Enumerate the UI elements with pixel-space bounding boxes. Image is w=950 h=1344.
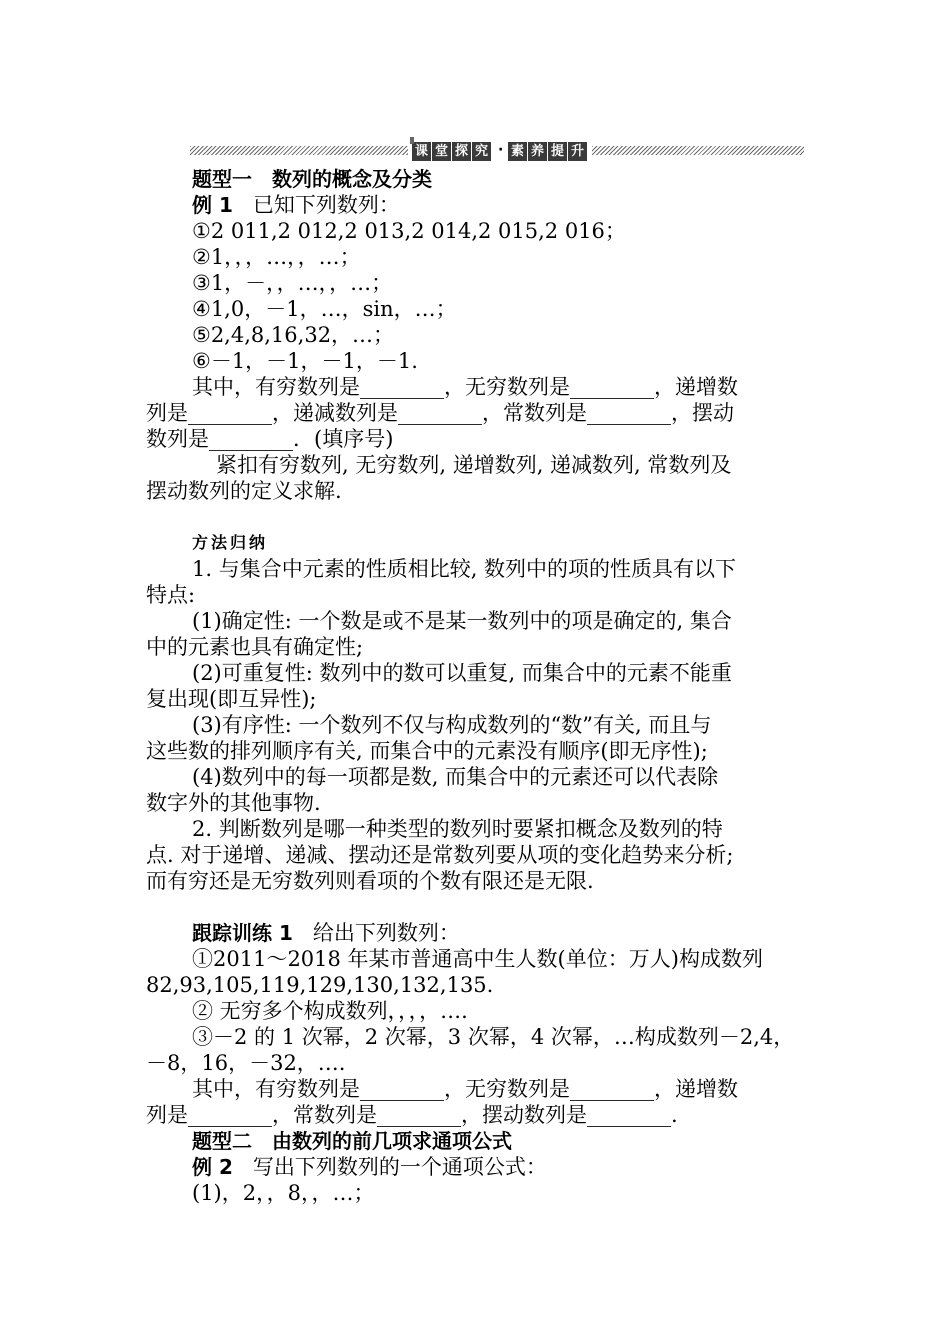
example1-label: 例 1 xyxy=(192,193,233,217)
example1-item: ⑥－1，－1，－1，－1. xyxy=(192,349,418,373)
method-line: 而有穷还是无穷数列则看项的个数有限还是无限. xyxy=(146,869,594,893)
example2-header xyxy=(146,1154,810,1180)
method-line: (4)数列中的每一项都是数, 而集合中的元素还可以代表除 xyxy=(192,765,719,789)
method-line: 特点: xyxy=(146,583,196,607)
method-line: (3)有序性: 一个数列不仅与构成数列的“数”有关, 而且与 xyxy=(192,713,712,737)
banner-dot: · xyxy=(498,142,504,158)
method-line: 数字外的其他事物. xyxy=(146,791,321,815)
method-line: (2)可重复性: 数列中的数可以重复, 而集合中的元素不能重 xyxy=(192,661,732,685)
example2-label: 例 2 xyxy=(192,1155,233,1179)
example1-item: ①2 011,2 012,2 013,2 014,2 015,2 016； xyxy=(192,219,626,243)
section-banner xyxy=(190,140,804,162)
method-heading: 方法归纳 xyxy=(192,533,269,552)
example1-question: 数列是________．(填序号) xyxy=(146,427,394,451)
training1-line: 列是________，常数列是________，摆动数列是________. xyxy=(146,1103,678,1127)
method-line: 复出现(即互异性); xyxy=(146,687,317,711)
banner-label-literacy: 素 养 提 升 xyxy=(508,140,588,162)
example1-hint: 摆动数列的定义求解. xyxy=(146,479,342,503)
example1-item: ⑤2,4,8,16,32，…； xyxy=(192,323,395,347)
section1-title: 题型一 数列的概念及分类 xyxy=(192,167,432,191)
banner-label-classroom: 课 堂 探 究 xyxy=(412,140,492,162)
training1-line: 其中，有穷数列是________，无穷数列是________，递增数 xyxy=(192,1077,738,1101)
example1-hint: 紧扣有穷数列, 无穷数列, 递增数列, 递减数列, 常数列及 xyxy=(216,453,732,477)
method-line: 2. 判断数列是哪一种类型的数列时要紧扣概念及数列的特 xyxy=(192,817,723,841)
example1-text: 已知下列数列： xyxy=(252,193,400,217)
banner-marker xyxy=(410,137,414,144)
example1-question: 其中，有穷数列是________，无穷数列是________，递增数 xyxy=(192,375,738,399)
method-line: 1. 与集合中元素的性质相比较, 数列中的项的性质具有以下 xyxy=(192,557,737,581)
example1-item: ④1,0，－1，…，sin，…； xyxy=(192,297,457,321)
example2-text: 写出下列数列的一个通项公式： xyxy=(252,1155,547,1179)
section2-title: 题型二 由数列的前几项求通项公式 xyxy=(192,1129,512,1153)
training1-line: ③－2 的 1 次幂，2 次幂，3 次幂，4 次幂，…构成数列－2,4， xyxy=(192,1025,795,1049)
training1-line: ② 无穷多个构成数列，，，，…. xyxy=(192,999,468,1023)
training1-header xyxy=(146,920,810,946)
example2-item: (1)，2，，8，，…； xyxy=(192,1181,375,1205)
example1-header xyxy=(146,192,810,218)
method-line: 这些数的排列顺序有关, 而集合中的元素没有顺序(即无序性); xyxy=(146,739,708,763)
training1-line: 82,93,105,119,129,130,132,135. xyxy=(146,973,494,997)
banner-hatch-left xyxy=(190,146,408,155)
example1-item: ③1，－，，…，，…； xyxy=(192,271,393,295)
banner-hatch-right xyxy=(592,146,804,155)
training1-text: 给出下列数列： xyxy=(312,921,460,945)
document-body xyxy=(146,166,810,1206)
method-line: 中的元素也具有确定性; xyxy=(146,635,364,659)
method-line: 点. 对于递增、递减、摆动还是常数列要从项的变化趋势来分析; xyxy=(146,843,734,867)
training1-label: 跟踪训练 1 xyxy=(192,921,293,945)
method-line: (1)确定性: 一个数是或不是某一数列中的项是确定的, 集合 xyxy=(192,609,732,633)
training1-line: －8，16，－32，…. xyxy=(146,1051,346,1075)
example1-question: 列是________，递减数列是________，常数列是________，摆动 xyxy=(146,401,734,425)
training1-line: ①2011～2018 年某市普通高中生人数(单位：万人)构成数列 xyxy=(192,947,763,971)
example1-item: ②1，，，…，，…； xyxy=(192,245,361,269)
